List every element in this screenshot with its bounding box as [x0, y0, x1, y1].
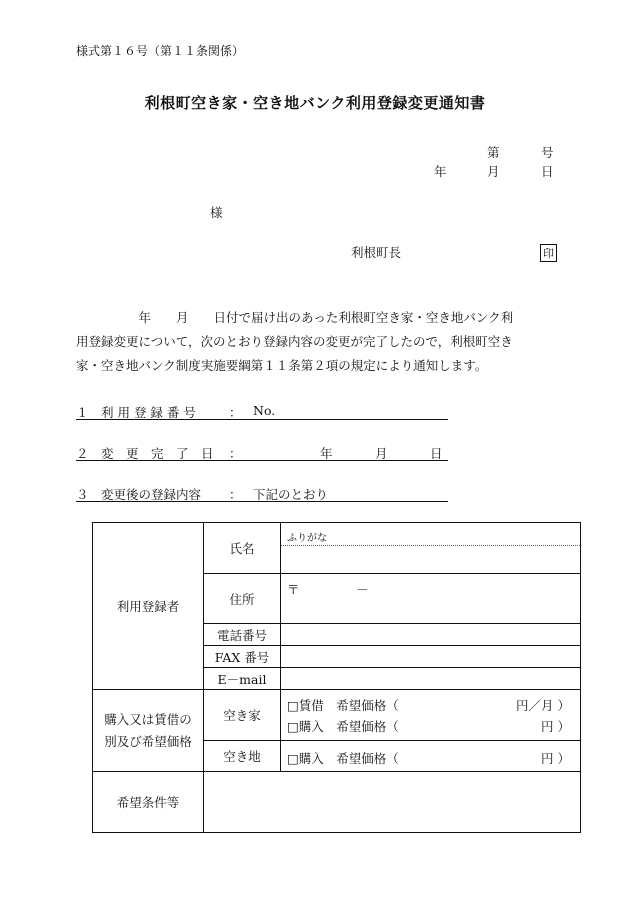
postal-mark: 〒	[287, 582, 300, 597]
rent-unit: 円／月 ）	[516, 698, 570, 713]
item-value: 下記のとおり	[253, 487, 329, 502]
document-title: 利根町空き家・空き地バンク利用登録変更通知書	[144, 94, 486, 112]
fax-field[interactable]	[281, 646, 581, 668]
date-year: 年	[434, 164, 447, 179]
furigana-label: ふりがな	[287, 533, 327, 544]
land-buy-unit: 円 ）	[541, 751, 570, 766]
item-value: No.	[253, 403, 276, 418]
item-colon: ：	[229, 446, 242, 461]
house-buy-checkbox-label[interactable]: □購入 希望価格（	[287, 719, 399, 734]
house-buy-price-field[interactable]	[281, 715, 581, 741]
vacant-land-label: 空き地	[204, 741, 281, 772]
item-day: 日	[430, 446, 443, 461]
purchase-rent-label	[93, 690, 204, 772]
item-registration-number	[76, 403, 448, 420]
name-field[interactable]	[281, 523, 581, 574]
purchase-rent-label-line1: 購入又は賃借の	[104, 711, 192, 727]
email-field[interactable]	[281, 668, 581, 690]
email-label: E－mail	[204, 668, 281, 690]
purchase-rent-label-line2: 別及び希望価格	[104, 733, 192, 749]
address-field[interactable]	[281, 574, 581, 624]
item-colon: ：	[229, 487, 242, 502]
body-paragraph	[76, 306, 562, 378]
phone-field[interactable]	[281, 624, 581, 646]
item-changed-content	[76, 485, 448, 502]
item-label: ２ 変 更 完 了 日	[76, 446, 214, 461]
fax-label: FAX 番号	[204, 646, 281, 668]
phone-label: 電話番号	[204, 624, 281, 646]
land-buy-price-field[interactable]	[281, 741, 581, 772]
vacant-house-label: 空き家	[204, 690, 281, 741]
form-number: 様式第１６号（第１１条関係）	[76, 44, 245, 58]
name-label: 氏名	[204, 523, 281, 574]
item-month: 月	[375, 446, 388, 461]
item-label: ３ 変更後の登録内容	[76, 487, 202, 502]
registrant-label: 利用登録者	[93, 523, 204, 690]
item-label: １ 利 用 登 録 番 号	[76, 405, 196, 420]
mayor-title: 利根町長	[351, 245, 402, 260]
number-suffix: 号	[541, 145, 554, 160]
house-rent-price-field[interactable]	[281, 690, 581, 716]
number-prefix: 第	[487, 145, 500, 160]
postal-dash: －	[356, 582, 369, 597]
date-day: 日	[541, 164, 554, 179]
body-line: 年 月 日付で届け出のあった利根町空き家・空き地バンク利	[76, 310, 514, 325]
house-buy-unit: 円 ）	[541, 719, 570, 734]
land-buy-checkbox-label[interactable]: □購入 希望価格（	[287, 751, 399, 766]
seal-mark: 印	[540, 244, 557, 262]
body-line: 家・空き地バンク制度実施要綱第１１条第２項の規定により通知します。	[76, 358, 488, 373]
address-label: 住所	[204, 574, 281, 624]
date-month: 月	[487, 164, 500, 179]
addressee-honorific: 様	[210, 205, 223, 220]
item-year: 年	[320, 446, 333, 461]
registration-table	[92, 522, 581, 833]
item-colon: ：	[229, 405, 242, 420]
body-line: 用登録変更について，次のとおり登録内容の変更が完了したので，利根町空き	[76, 334, 513, 349]
conditions-label: 希望条件等	[93, 772, 204, 833]
item-change-completion-date	[76, 444, 448, 461]
furigana-field[interactable]	[281, 523, 580, 546]
conditions-field[interactable]	[204, 772, 581, 833]
rent-checkbox-label[interactable]: □賃借 希望価格（	[287, 698, 399, 713]
